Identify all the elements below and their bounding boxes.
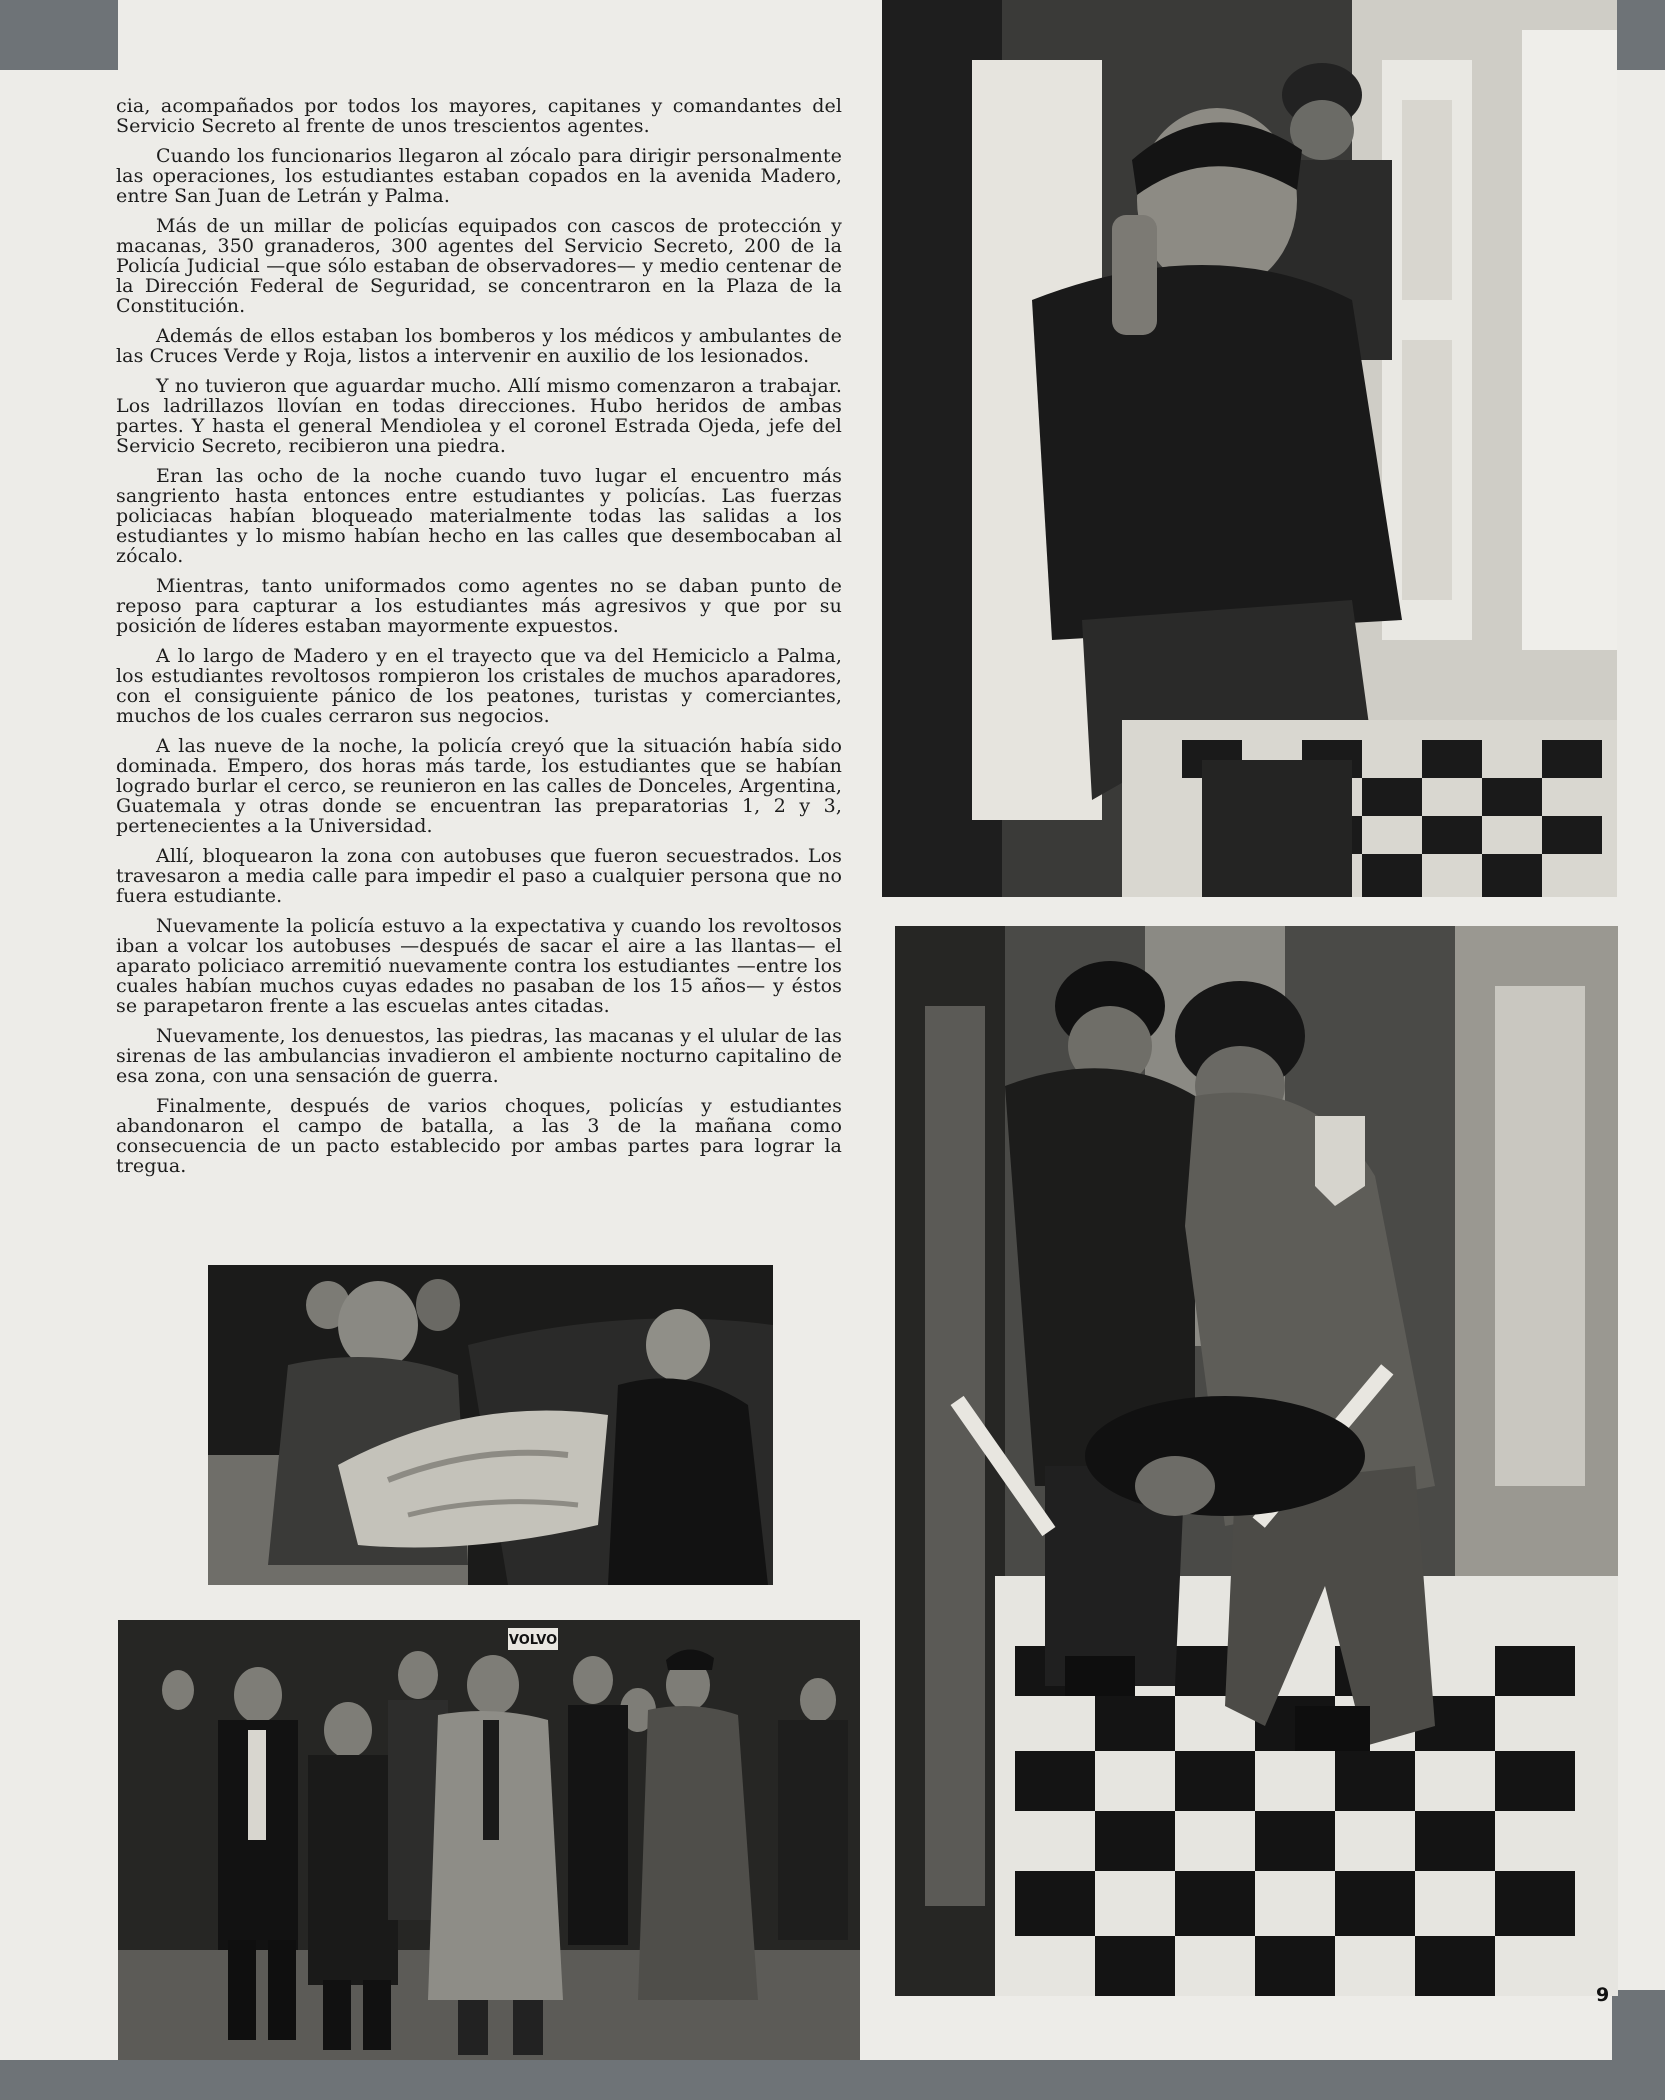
paragraph-13: Finalmente, después de varios choques, policías y estudiantes abandonaron el campo de batalla, a las 3 de la mañana como consecuencia de un pacto establecido por ambas partes para lograr la tregua. [116,1095,842,1177]
paragraph-8: A lo largo de Madero y en el trayecto que va del Hemiciclo a Palma, los estudiantes revoltosos rompieron los cristales de muchos aparadores, con el consiguiente pánico de los peatones, turistas y comerciantes, muchos de los cuales cerraron sus negocios. [116,645,842,727]
paragraph-3: Más de un millar de policías equipados con cascos de protección y macanas, 350 granaderos, 300 agentes del Servicio Secreto, 200 de la Policía Judicial —que sólo estaban de observadores— y medio centenar de la Dirección Federal de Seguridad, se concentraron en la Plaza de la Constitución. [116,215,842,317]
paragraph-7: Mientras, tanto uniformados como agentes no se daban punto de reposo para capturar a los estudiantes más agresivos y que por su posición de líderes estaban mayormente expuestos. [116,575,842,637]
gray-band-top-left [0,0,118,70]
photo-officers-detaining [895,926,1618,1996]
paragraph-2: Cuando los funcionarios llegaron al zócalo para dirigir personalmente las operaciones, los estudiantes estaban copados en la avenida Madero, entre San Juan de Letrán y Palma. [116,145,842,207]
paragraph-12: Nuevamente, los denuestos, las piedras, las macanas y el ulular de las sirenas de las ambulancias invadieron el ambiente nocturno capitalino de esa zona, con una sensación de guerra. [116,1025,842,1087]
paragraph-10: Allí, bloquearon la zona con autobuses que fueron secuestrados. Los travesaron a media calle para impedir el paso a cualquier persona que no fuera estudiante. [116,845,842,907]
photo-man-on-phone [882,0,1617,897]
gray-band-bottom-right [1612,1990,1665,2100]
paragraph-9: A las nueve de la noche, la policía creyó que la situación había sido dominada. Empero, dos horas más tarde, los estudiantes que se habían logrado burlar el cerco, se reunieron en las calles de Donceles, Argentina, Guatemala y otras donde se encuentran las preparatorias 1, 2 y 3, pertenecientes a la Universidad. [116,735,842,837]
paragraph-11: Nuevamente la policía estuvo a la expectativa y cuando los revoltosos iban a volcar los autobuses —después de sacar el aire a las llantas— el aparato policiaco arremitió nuevamente contra los estudiantes —entre los cuales habían muchos cuyas edades no pasaban de los 15 años— y éstos se parapetaron frente a las escuelas antes citadas. [116,915,842,1017]
gray-band-top-right [1612,0,1665,70]
paragraph-5: Y no tuvieron que aguardar mucho. Allí mismo comenzaron a trabajar. Los ladrillazos llovían en todas direcciones. Hubo heridos de ambas partes. Y hasta el general Mendiolea y el coronel Estrada Ojeda, jefe del Servicio Secreto, recibieron una piedra. [116,375,842,457]
article-text [116,96,842,1186]
photo-injured-carried [208,1265,773,1585]
paragraph-4: Además de ellos estaban los bomberos y los médicos y ambulantes de las Cruces Verde y Roja, listos a intervenir en auxilio de los lesionados. [116,325,842,367]
photo-students-escorted [118,1620,860,2060]
gray-band-bottom [0,2060,1665,2100]
paragraph-6: Eran las ocho de la noche cuando tuvo lugar el encuentro más sangriento hasta entonces entre estudiantes y policías. Las fuerzas policiacas habían bloqueado materialmente todas las salidas a los estudiantes y lo mismo habían hecho en las calles que desembocaban al zócalo. [116,465,842,567]
page-number: 9 [1596,1984,1610,2006]
volvo-sign: VOLVO [508,1633,558,1648]
paragraph-1: cia, acompañados por todos los mayores, capitanes y comandantes del Servicio Secreto al frente de unos trescientos agentes. [116,95,842,137]
